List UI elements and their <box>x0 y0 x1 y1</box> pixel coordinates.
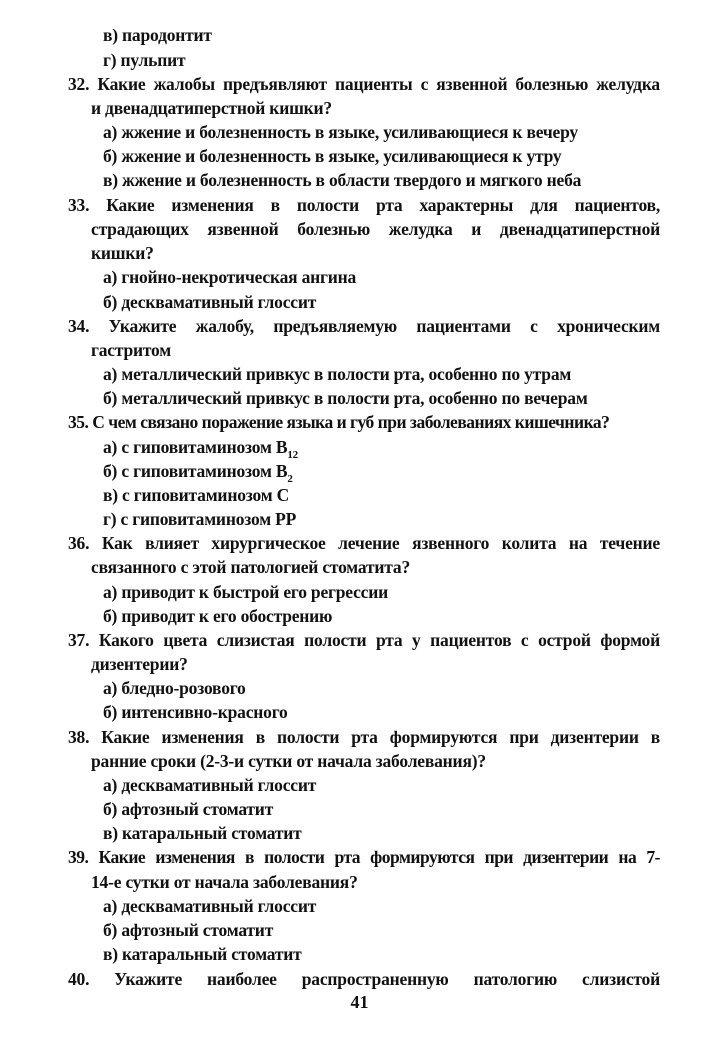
page-number: 41 <box>350 992 369 1012</box>
question-38-cont: ранние сроки (2-3-и сутки от начала заболевания)? <box>91 751 486 771</box>
answer-38a: а) десквамативный глоссит <box>103 775 317 795</box>
answer-35b-subscript: 2 <box>287 473 293 485</box>
question-40: 40. Укажите наиболее распространенную патологию слизистой <box>68 969 660 989</box>
answer-32a: а) жжение и болезненность в языке, усиливающиеся к вечеру <box>103 122 578 142</box>
question-36: 36. Как влияет хирургическое лечение язвенного колита на течение <box>68 533 660 553</box>
question-37: 37. Какого цвета слизистая полости рта у пациентов с острой формой <box>68 630 660 650</box>
question-34: 34. Укажите жалобу, предъявляемую пациентами с хроническим <box>68 316 660 336</box>
question-37-cont: дизентерии? <box>91 654 188 674</box>
answer-37b: б) интенсивно-красного <box>103 702 288 722</box>
answer-37a: а) бледно-розового <box>103 678 246 698</box>
answer-39v: в) катаральный стоматит <box>103 944 302 964</box>
question-35: 35. С чем связано поражение языка и губ при заболеваниях кишечника? <box>68 412 610 432</box>
answer-38b: б) афтозный стоматит <box>103 799 274 819</box>
question-33-cont: страдающих язвенной болезнью желудка и двенадцатиперстной <box>91 219 660 239</box>
question-36-cont: связанного с этой патологией стоматита? <box>91 557 410 577</box>
question-39: 39. Какие изменения в полости рта формируются при дизентерии на 7- <box>68 847 660 867</box>
answer-39a: а) десквамативный глоссит <box>103 896 317 916</box>
answer-32b: б) жжение и болезненность в языке, усиливающиеся к утру <box>103 146 562 166</box>
question-32: 32. Какие жалобы предъявляют пациенты с язвенной болезнью желудка <box>68 74 660 94</box>
answer-33a: а) гнойно-некротическая ангина <box>103 267 357 287</box>
question-33: 33. Какие изменения в полости рта характерны для пациентов, <box>68 195 660 215</box>
answer-35a <box>103 436 298 461</box>
question-33-cont2: кишки? <box>91 243 154 263</box>
answer-34a: а) металлический привкус в полости рта, особенно по утрам <box>103 364 572 384</box>
answer-33b: б) десквамативный глоссит <box>103 292 317 312</box>
answer-35v: в) с гиповитаминозом C <box>103 485 290 505</box>
answer-34b: б) металлический привкус в полости рта, особенно по вечерам <box>103 388 588 408</box>
answer-35g: г) с гиповитаминозом PP <box>103 509 297 529</box>
question-38: 38. Какие изменения в полости рта формируются при дизентерии в <box>68 727 660 747</box>
question-32-cont: и двенадцатиперстной кишки? <box>91 98 332 118</box>
answer-35b-text: б) с гиповитаминозом B <box>103 461 288 481</box>
answer-35a-text: а) с гиповитаминозом B <box>103 437 288 457</box>
answer-35b <box>103 460 293 485</box>
answer-38v: в) катаральный стоматит <box>103 823 302 843</box>
answer-36b: б) приводит к его обострению <box>103 606 333 626</box>
answer-35a-subscript: 12 <box>287 449 298 461</box>
answer-32v-prev: в) пародонтит <box>103 25 212 45</box>
answer-36a: а) приводит к быстрой его регрессии <box>103 582 388 602</box>
answer-32g-prev: г) пульпит <box>103 50 186 70</box>
question-34-cont: гастритом <box>91 340 171 360</box>
answer-39b: б) афтозный стоматит <box>103 920 274 940</box>
answer-32v: в) жжение и болезненность в области твердого и мягкого неба <box>103 170 582 190</box>
question-39-cont: 14-е сутки от начала заболевания? <box>91 872 358 892</box>
